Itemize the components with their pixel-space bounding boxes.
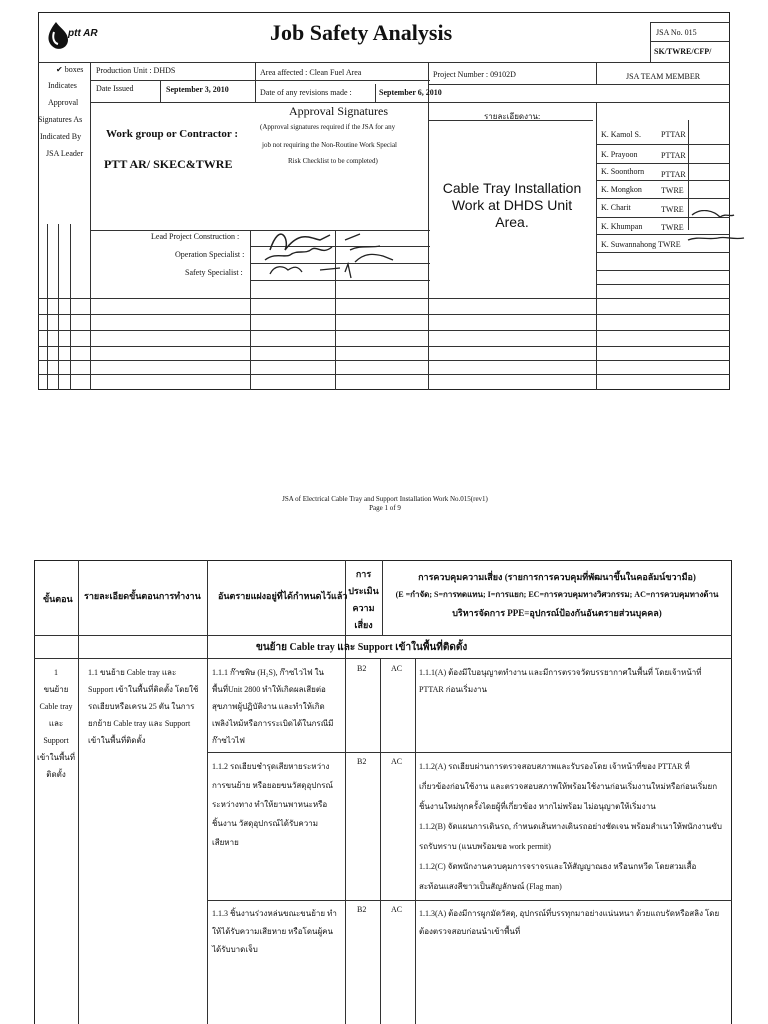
header-risk-line: การ [355, 569, 372, 579]
detail-line: เข้าในพื้นที่ติดตั้ง [88, 736, 146, 745]
production-unit: Production Unit : DHDS [96, 66, 176, 75]
safety-label: Safety Specialist : [185, 268, 243, 277]
control-cell [419, 905, 729, 941]
left-panel-line: Indicates [48, 81, 77, 90]
left-panel-line: Signatures As [38, 115, 83, 124]
control-line: ชิ้นงานใหม่ทุกครั้งไดยผู้ที่เกี่ยวข้อง หากไม่พร้อม ไม่อนุญาตให้เริ่มงาน [419, 802, 656, 811]
job-description-line: Area. [495, 214, 529, 230]
hazard-line: 1.1.2 รถเฮียบชำรุดเสียหายระหว่าง [212, 762, 330, 771]
hazard-line: 1.1.1 ก๊าซพิษ (H₂S), ก๊าซไวไฟ ใน [212, 668, 324, 677]
revisions-date: September 6, 2010 [379, 88, 442, 97]
hazard-cell [212, 664, 344, 749]
hazard-line: เสียหาย [212, 838, 239, 847]
risk-value: B2 [357, 664, 367, 673]
team-name: K. Mongkon [601, 185, 642, 194]
detail-line: รถเฮียบหรือเครน 25 ตัน ในการ [88, 702, 195, 711]
header-hazard: อันตรายแฝงอยู่ที่ได้กำหนดไว้แล้ว [218, 591, 348, 601]
header-risk-line: ประเมิน [348, 586, 379, 596]
page-title: Job Safety Analysis [270, 20, 453, 45]
lead-label: Lead Project Construction : [151, 232, 240, 241]
approval-note: job not requiring the Non-Routine Work Special [262, 141, 398, 149]
step-line: เข้าในพื้นที่ [36, 753, 76, 762]
control-line: รถรับทราบ (แนบพร้อมขอ work permit) [419, 842, 551, 851]
work-group-value: PTT AR/ SKEC&TWRE [104, 157, 233, 171]
detail-line: Support เข้าในพื้นที่ติดตั้ง โดยใช้ [88, 685, 199, 694]
step-line: ติดตั้ง [46, 770, 66, 779]
footer-line: JSA of Electrical Cable Tray and Support Installation Work No.015(rev1) [282, 495, 488, 503]
team-name: K. Suwannahong TWRE [601, 240, 681, 249]
job-description-line: Cable Tray Installation [442, 180, 582, 196]
team-org: TWRE [661, 186, 684, 195]
footer-line: Page 1 of 9 [369, 504, 401, 512]
control-line: 1.1.1(A) ต้องมีใบอนุญาตทำงาน และมีการตรวจวัดบรรยากาศในพื้นที่ โดยเจ้าหน้าที่ [419, 668, 702, 677]
hazard-line: การขนย้าย หรือยอยขนวัสดุอุปกรณ์ [212, 781, 333, 790]
team-name: K. Khumpan [601, 222, 643, 231]
control-cell [419, 757, 729, 897]
jsa-code: SK/TWRE/CFP/ [654, 47, 712, 56]
team-name: K. Charit [601, 203, 631, 212]
control-line: 1.1.2(B) จัดแผนการเดินรถ, กำหนดเส้นทางเดินรถอย่างชัดเจน พร้อมสำเนาให้พนักงานขับ [419, 822, 722, 831]
step-line: Cable tray [39, 702, 73, 711]
header-control-line: บริหารจัดการ PPE=อุปกรณ์ป้องกันอันตรายส่วนบุคคล) [452, 608, 662, 618]
date-issued-label: Date Issued [96, 84, 134, 93]
control-line: 1.1.2(C) จัดพนักงานควบคุมการจราจรและให้สัญญาณธง หรือนกหวีด โดยสวมเสื้อ [419, 862, 697, 871]
team-org: PTTAR [661, 170, 686, 179]
control-line: เกี่ยวข้องก่อนใช้งาน และตรวจสอบสภาพให้พร้อมใช้งานก่อนเริ่มงานใหม่หรือก่อนเริ่มยก [419, 782, 718, 791]
hazard-line: ชิ้นงาน วัสดุอุปกรณ์ได้รับความ [212, 819, 318, 828]
revisions-label: Date of any revisions made : [260, 88, 352, 97]
left-panel-line: ✔ boxes [56, 65, 84, 74]
control-line: 1.1.2(A) รถเฮียบผ่านการตรวจสอบสภาพและรับรองโดย เจ้าหน้าที่ของ PTTAR ที่ [419, 762, 690, 771]
step-cell [34, 664, 78, 783]
control-line: ต้องตรวจสอบก่อนนำเข้าพื้นที่ [419, 927, 521, 936]
control-cell [419, 664, 729, 698]
risk-value: B2 [357, 905, 367, 914]
header-detail: รายละเอียดขั้นตอนการทำงาน [84, 591, 201, 601]
page-footer [200, 495, 570, 513]
team-member-header: JSA TEAM MEMBER [626, 72, 701, 81]
ptt-ar-logo [42, 18, 98, 54]
approval-note: Risk Checklist to be completed) [288, 157, 378, 165]
team-org: PTTAR [661, 151, 686, 160]
detail-line: ยกย้าย Cable tray และ Support [88, 719, 191, 728]
handwritten-signatures [250, 210, 768, 290]
header-risk-line: ความ [352, 603, 375, 613]
team-name: K. Prayoon [601, 150, 638, 159]
control-line: สะท้อนแสงสีขาวเป็นสัญลักษณ์ (Flag man) [419, 882, 562, 891]
date-issued: September 3, 2010 [166, 85, 229, 94]
approval-note: (Approval signatures required if the JSA for any [260, 123, 396, 131]
control-line: PTTAR ก่อนเริ่มงาน [419, 685, 487, 694]
job-details-label: รายละเอียดงาน: [484, 112, 541, 121]
approval-title: Approval Signatures [289, 104, 388, 118]
operation-label: Operation Specialist : [175, 250, 245, 259]
left-panel-line: Indicated By [40, 132, 82, 141]
detail-cell [88, 664, 206, 749]
step-line: ขนย้าย [43, 685, 69, 694]
step-line: Support [43, 736, 69, 745]
hazard-line: ระหว่างทาง ทำให้ยานพาหนะหรือ [212, 800, 328, 809]
header-control [384, 568, 730, 622]
project-number: Project Number : 09102D [433, 70, 516, 79]
control-line: 1.1.3(A) ต้องมีการผูกมัดวัสดุ, อุปกรณ์ที่บรรทุกมาอย่างแน่นหนา ด้วยแถบรัดหรือสลิง โดย [419, 909, 720, 918]
header-control-line: การควบคุมความเสี่ยง (รายการการควบคุมที่พัฒนาขึ้นในคอลัมน์ขวามือ) [418, 572, 696, 582]
logo-text: ptt AR [68, 28, 98, 39]
team-name: K. Kamol S. [601, 130, 641, 139]
header-risk-line: เสี่ยง [354, 620, 373, 630]
hazard-line: ให้ได้รับความเสียหาย หรือโดนผู้คน [212, 927, 333, 936]
hazard-line: ได้รับบาดเจ็บ [212, 945, 258, 954]
hazard-line: เพลิงไหม้หรือการระเบิดได้ในกรณีมี [212, 719, 334, 728]
team-org: PTTAR [661, 130, 686, 139]
area-affected: Area affected : Clean Fuel Area [260, 68, 362, 77]
control-type: AC [391, 757, 403, 766]
section-title: ขนย้าย Cable tray และ Support เข้าในพื้นที่ติดตั้ง [256, 642, 468, 653]
team-org: TWRE [661, 223, 684, 232]
header-step: ขั้นตอน [43, 594, 73, 604]
hazard-line: ก๊าซไวไฟ [212, 736, 245, 745]
hazard-cell [212, 757, 344, 852]
hazard-line: พื้นที่Unit 2800 ทำให้เกิดผลเสียต่อ [212, 685, 326, 694]
hazard-cell [212, 905, 344, 959]
control-type: AC [391, 905, 403, 914]
left-panel-line: Approval [48, 98, 79, 107]
left-panel-line: JSA Leader [46, 149, 84, 158]
job-description-line: Work at DHDS Unit [451, 197, 573, 213]
header-risk [345, 566, 382, 634]
hazard-line: สุขภาพผู้ปฏิบัติงาน และทำให้เกิด [212, 702, 325, 711]
header-control-line: (E =กำจัด; S=การทดแทน; I=การแยก; EC=การควบคุมทางวิศวกรรม; AC=การควบคุมทางด้าน [395, 590, 719, 599]
control-type: AC [391, 664, 403, 673]
step-line: 1 [54, 668, 58, 677]
step-line: และ [48, 719, 64, 728]
jsa-number: JSA No. 015 [656, 28, 697, 37]
team-name: K. Soonthorn [601, 167, 645, 176]
team-org: TWRE [661, 205, 684, 214]
work-group-label: Work group or Contractor : [106, 128, 238, 140]
hazard-line: 1.1.3 ชิ้นงานร่วงหล่นขณะขนย้าย ทำ [212, 909, 337, 918]
detail-line: 1.1 ขนย้าย Cable tray และ [88, 668, 177, 677]
risk-value: B2 [357, 757, 367, 766]
